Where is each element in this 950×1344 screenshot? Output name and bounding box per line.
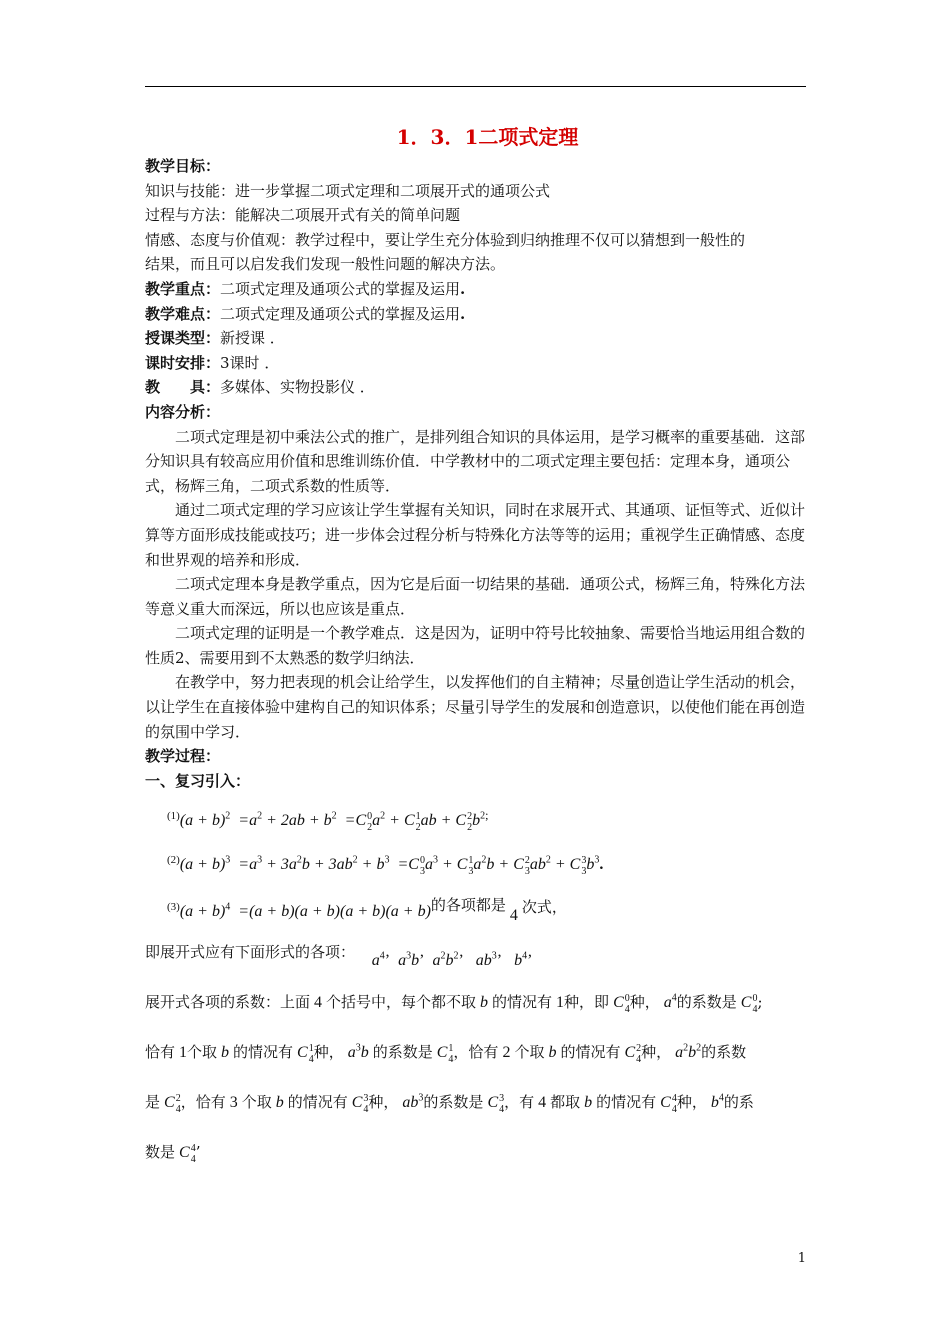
difficult-point: 教学难点：二项式定理及通项公式的掌握及运用.: [145, 304, 466, 323]
lesson-type: [145, 326, 808, 351]
coef-text: 的情况有: [233, 1043, 294, 1062]
lesson-hours: [145, 351, 808, 376]
coef-text: 的系数是: [676, 993, 737, 1012]
teaching-tools: [145, 375, 808, 400]
coef-text: 的系: [723, 1093, 754, 1112]
formula-3: $^{(3)}(a + b)^4 =(a + b)(a + b)(a + b)(a + b)$的各项都是 4 次式，: [167, 896, 567, 925]
coef-line-1: 展开式各项的系数：上面 4 个括号中，每个都不取 b 的情况有 1种，即 C0 4种， $a^4$的系数是 C0 4;: [145, 992, 763, 1015]
coef-text: 的系数是: [423, 1093, 484, 1112]
coef-text: 个括号中，每个都不取: [326, 993, 477, 1012]
diff-text: 二项式定理及通项公式的掌握及运用: [220, 304, 461, 323]
analysis-heading: 内容分析：: [145, 402, 221, 421]
page-number: 1: [797, 1251, 806, 1266]
header-rule: [145, 86, 806, 87]
analysis-paragraph: 二项式定理是初中乘法公式的推广，是排列组合知识的具体运用，是学习概率的重要基础．这部分知识具有较高应用价值和思维训练价值．中学教材中的二项式定理主要包括：定理本身，通项公式，杨辉三角，二项式系数的性质等．: [145, 427, 806, 495]
formula-3-text-b: 次式，: [521, 898, 567, 917]
coef-text: ，恰有: [453, 1043, 499, 1062]
coef-text: 展开式各项的系数：上面: [145, 993, 311, 1012]
coef-text: ，有: [504, 1093, 535, 1112]
terms-intro: 即展开式应有下面形式的各项：: [145, 943, 356, 962]
formula-3-text-a: 的各项都是: [430, 896, 506, 915]
key-text: 二项式定理及通项公式的掌握及运用: [220, 279, 461, 298]
coef-text: 的情况有: [560, 1043, 621, 1062]
coef-text: 的情况有: [287, 1093, 348, 1112]
coef-text: 的系数: [701, 1043, 747, 1062]
key-point: 教学重点：二项式定理及通项公式的掌握及运用.: [145, 279, 466, 298]
coef-text: 种，即: [564, 993, 610, 1012]
diff-label: 教学难点：: [145, 304, 221, 323]
formula-2: $^{(2)}(a + b)^3 =a^3 + 3a^2b + 3ab^2 + b^3 =C0$ $3a^3 + C1$ $3a^2b + C2$ $3ab^2 + C3$ $3b^3$.: [167, 854, 604, 877]
goal-knowledge: 知识与技能：进一步掌握二项式定理和二项展开式的通项公式: [145, 181, 551, 200]
goal-process: 过程与方法：能解决二项展开式有关的简单问题: [145, 206, 461, 225]
goals-heading: 教学目标：: [145, 157, 221, 175]
tools-label: 教 具：: [145, 378, 221, 397]
review-heading: 一、复习引入：: [145, 771, 251, 790]
hours-text: 3课时 ．: [220, 353, 280, 372]
analysis-paragraph: 二项式定理本身是教学重点，因为它是后面一切结果的基础．通项公式，杨辉三角，特殊化方法等意义重大而深远，所以也应该是重点．: [145, 575, 806, 618]
coef-text: 恰有: [145, 1043, 176, 1062]
coef-text: 的情况有: [492, 993, 553, 1012]
coef-text: 个取: [187, 1043, 218, 1062]
coef-text: 个取: [514, 1043, 545, 1062]
type-text: 新授课 ．: [220, 329, 285, 348]
process-heading: 教学过程：: [145, 747, 221, 766]
coef-text: 种，: [676, 1093, 707, 1112]
type-label: 授课类型：: [145, 329, 221, 348]
terms-line: 即展开式应有下面形式的各项： $a^4$’ $a^3b$’ $a^2b^2$’ $ab^3$’ $b^4$’: [145, 943, 533, 970]
analysis-paragraph: 在教学中，努力把表现的机会让给学生，以发挥他们的自主精神；尽量创造让学生活动的机会，以让学生在直接体验中建构自己的知识体系；尽量引导学生的发展和创造意识，以使他们能在再创造的氛围中学习．: [145, 673, 806, 741]
coef-text: 是: [145, 1093, 161, 1112]
analysis-paragraph: 通过二项式定理的学习应该让学生掌握有关知识，同时在求展开式、其通项、证恒等式、近似计算等方面形成技能或技巧；进一步体会过程分析与特殊化方法等等的运用；重视学生正确情感、态度和世界观的培养和形成．: [145, 501, 806, 569]
coef-text: 种，: [629, 993, 660, 1012]
coef-text: 的系数是: [372, 1043, 433, 1062]
goal-emotion-line-1: 情感、态度与价值观：教学过程中，要让学生充分体验到归纳推理不仅可以猜想到一般性的: [145, 230, 746, 249]
coef-line-4: 数是 C4 4’: [145, 1142, 201, 1165]
goal-emotion-line-2: 结果，而且可以启发我们发现一般性问题的解决方法。: [145, 255, 506, 274]
formula-1: $^{(1)}(a + b)^2 =a^2 + 2ab + b^2 =C0$ $2a^2 + C1$ 2ab + C2 $2b^{2;}$: [167, 808, 489, 833]
coef-text: 都取: [550, 1093, 581, 1112]
coef-text: 种，: [313, 1043, 344, 1062]
coef-text: ，恰有: [180, 1093, 226, 1112]
coef-text: 种，: [368, 1093, 399, 1112]
document-body: [145, 120, 808, 1166]
page-title: 1．3．1二项式定理: [396, 125, 579, 149]
coef-line-3: 是 C2 4，恰有 3 个取 b 的情况有 C3 4种， $ab^3$的系数是 C3 4，有 4 都取 b 的情况有 C4 4种， $b^4$的系: [145, 1092, 754, 1115]
coef-text: 种，: [641, 1043, 672, 1062]
analysis-paragraph: 二项式定理的证明是一个教学难点．这是因为，证明中符号比较抽象、需要恰当地运用组合数的性质2、需要用到不太熟悉的数学归纳法．: [145, 624, 806, 667]
tools-text: 多媒体、实物投影仪 ．: [220, 378, 375, 397]
coef-line-2: 恰有 1个取 b 的情况有 C1 4种， $a^3b$ 的系数是 C1 4，恰有 2 个取 b 的情况有 C2 4种， $a^2b^2$的系数: [145, 1042, 747, 1065]
hours-label: 课时安排：: [145, 353, 221, 372]
key-label: 教学重点：: [145, 279, 221, 298]
coef-text: 数是: [145, 1143, 176, 1162]
coef-text: 个取: [241, 1093, 272, 1112]
coef-text: 的情况有: [596, 1093, 657, 1112]
